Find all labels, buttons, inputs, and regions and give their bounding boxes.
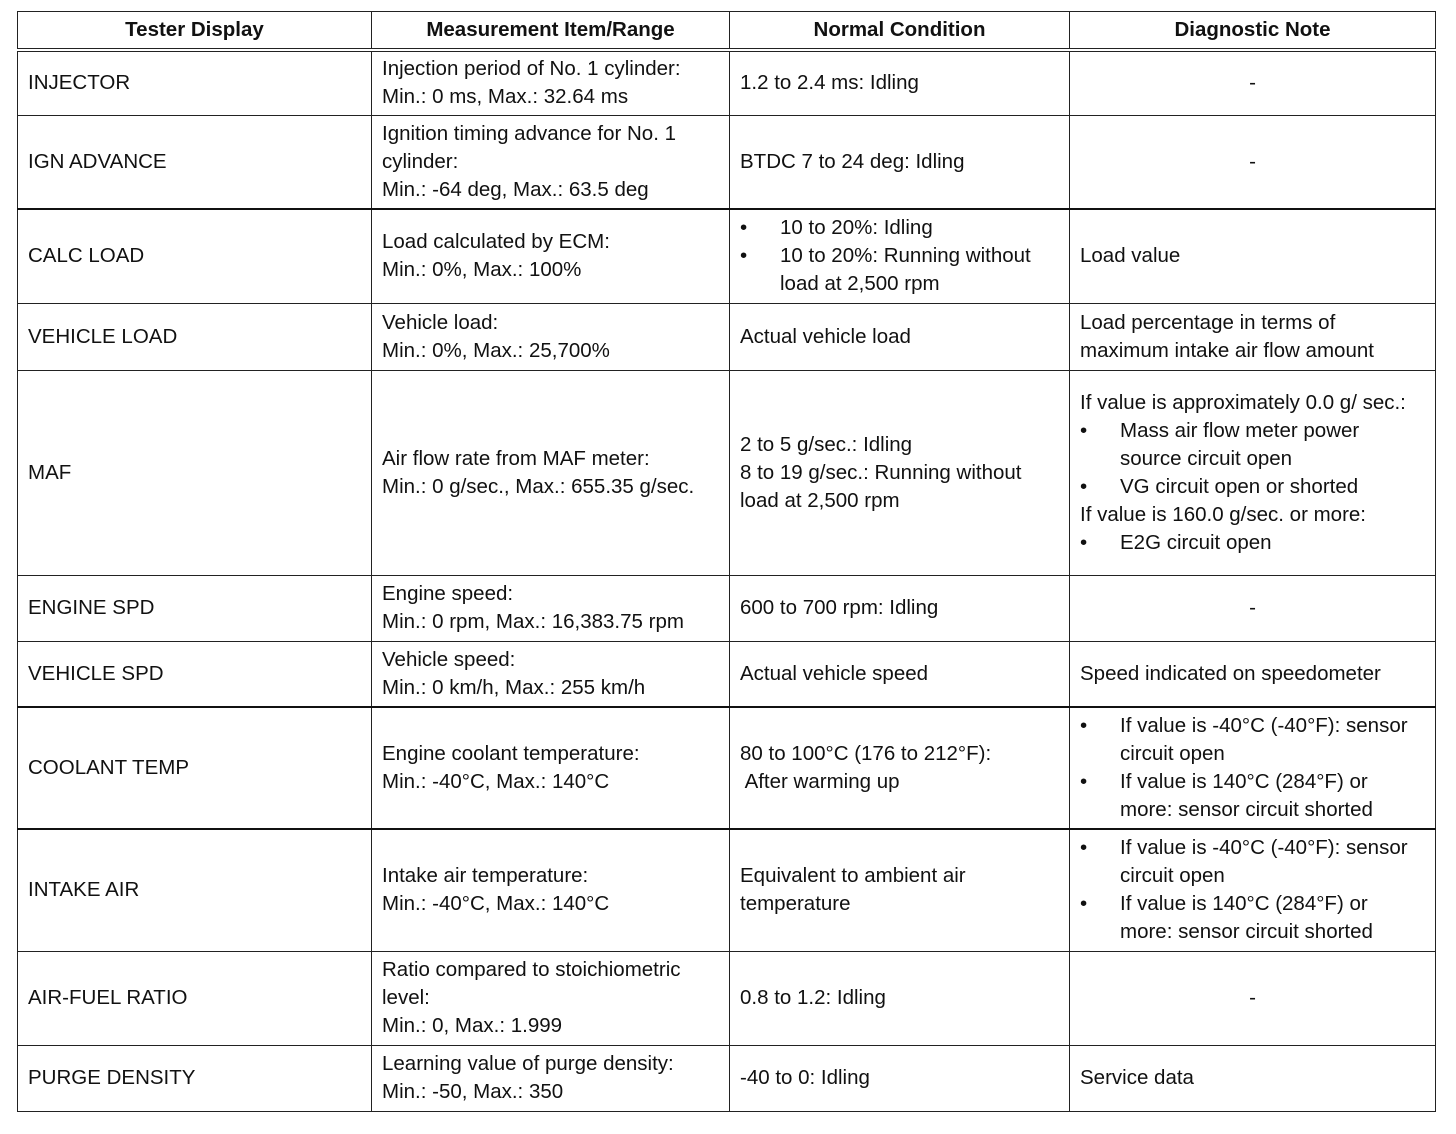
list-item: • E2G circuit open xyxy=(1080,529,1425,557)
table-row xyxy=(18,951,1436,1045)
measurement-cell xyxy=(372,303,730,370)
table-row xyxy=(18,707,1436,829)
diagnostic-note-cell xyxy=(1070,370,1436,575)
tester-display-cell: PURGE DENSITY xyxy=(18,1045,372,1111)
list-item: • 10 to 20%: Running without load at 2,500 rpm xyxy=(740,242,1059,298)
list-item: • Mass air flow meter power source circuit open xyxy=(1080,417,1425,473)
measurement-line: Engine speed: xyxy=(382,582,514,605)
table-row xyxy=(18,829,1436,951)
measurement-line: Learning value of purge density: xyxy=(382,1052,674,1075)
normal-line: After warming up xyxy=(740,770,900,793)
measurement-line: Vehicle speed: xyxy=(382,647,516,671)
diagnostic-note-cell: Service data xyxy=(1070,1045,1436,1111)
diagnostic-note-cell xyxy=(1070,707,1436,829)
normal-line: 600 to 700 rpm: Idling xyxy=(740,596,939,619)
normal-line: Actual vehicle speed xyxy=(740,661,929,685)
measurement-cell xyxy=(372,707,730,829)
diagnostic-note-cell: - xyxy=(1070,951,1436,1045)
note-bullet-list xyxy=(1080,529,1425,557)
normal-line: 0.8 to 1.2: Idling xyxy=(740,986,886,1009)
measurement-line: Intake air temperature: xyxy=(382,864,589,888)
tester-display-cell: COOLANT TEMP xyxy=(18,707,372,829)
table-row xyxy=(18,303,1436,370)
header-tester-display: Tester Display xyxy=(18,12,372,51)
measurement-line: Min.: 0%, Max.: 100% xyxy=(382,258,582,282)
diagnostic-note-cell: Speed indicated on speedometer xyxy=(1070,641,1436,707)
normal-line: -40 to 0: Idling xyxy=(740,1066,870,1089)
measurement-cell xyxy=(372,115,730,209)
normal-condition-cell xyxy=(730,303,1070,370)
measurement-line: Injection period of No. 1 cylinder: xyxy=(382,57,681,81)
normal-condition-cell xyxy=(730,1045,1070,1111)
measurement-line: Ignition timing advance for No. 1 xyxy=(382,121,676,145)
note-intro: If value is 160.0 g/sec. or more: xyxy=(1080,502,1366,526)
tester-display-cell: IGN ADVANCE xyxy=(18,115,372,209)
measurement-line: Air flow rate from MAF meter: xyxy=(382,446,650,470)
measurement-cell xyxy=(372,1045,730,1111)
normal-bullet-list xyxy=(740,214,1059,298)
note-bullet-list xyxy=(1080,417,1425,501)
normal-condition-cell xyxy=(730,641,1070,707)
table-row xyxy=(18,115,1436,209)
tester-display-cell: INJECTOR xyxy=(18,50,372,115)
normal-line: load at 2,500 rpm xyxy=(740,488,900,512)
tester-display-cell: CALC LOAD xyxy=(18,209,372,303)
header-normal-condition: Normal Condition xyxy=(730,12,1070,51)
measurement-line: Min.: 0%, Max.: 25,700% xyxy=(382,338,610,362)
tester-display-cell: AIR-FUEL RATIO xyxy=(18,951,372,1045)
measurement-cell xyxy=(372,50,730,115)
measurement-line: Min.: -64 deg, Max.: 63.5 deg xyxy=(382,177,649,201)
table-row xyxy=(18,641,1436,707)
tester-display-cell: MAF xyxy=(18,370,372,575)
diagnostic-note-cell: Load percentage in terms of maximum intake air flow amount xyxy=(1070,303,1436,370)
normal-line: temperature xyxy=(740,892,851,916)
header-measurement-item: Measurement Item/Range xyxy=(372,12,730,51)
measurement-line: cylinder: xyxy=(382,149,459,173)
note-bullet-list xyxy=(1080,834,1425,946)
diagnostic-note-cell: - xyxy=(1070,115,1436,209)
diagnostic-note-cell: Load value xyxy=(1070,209,1436,303)
header-diagnostic-note: Diagnostic Note xyxy=(1070,12,1436,51)
measurement-line: Min.: 0, Max.: 1.999 xyxy=(382,1014,563,1037)
normal-condition-cell xyxy=(730,115,1070,209)
diagnostic-note-cell xyxy=(1070,829,1436,951)
normal-line: BTDC 7 to 24 deg: Idling xyxy=(740,149,965,173)
normal-condition-cell xyxy=(730,370,1070,575)
measurement-line: Engine coolant temperature: xyxy=(382,742,640,765)
tester-display-cell: VEHICLE SPD xyxy=(18,641,372,707)
measurement-line: Min.: -50, Max.: 350 xyxy=(382,1080,564,1103)
list-item: • VG circuit open or shorted xyxy=(1080,473,1425,501)
measurement-line: Load calculated by ECM: xyxy=(382,230,610,254)
list-item: • If value is 140°C (284°F) or more: sensor circuit shorted xyxy=(1080,768,1425,824)
data-list-table xyxy=(17,11,1436,1112)
normal-line: Actual vehicle load xyxy=(740,324,911,348)
normal-line: 80 to 100°C (176 to 212°F): xyxy=(740,742,992,765)
measurement-cell xyxy=(372,829,730,951)
normal-condition-cell xyxy=(730,951,1070,1045)
measurement-cell xyxy=(372,951,730,1045)
diagnostic-note-cell: - xyxy=(1070,50,1436,115)
note-bullet-list xyxy=(1080,712,1425,824)
table-row xyxy=(18,370,1436,575)
measurement-line: Min.: 0 rpm, Max.: 16,383.75 rpm xyxy=(382,610,684,633)
list-item: • If value is 140°C (284°F) or more: sensor circuit shorted xyxy=(1080,890,1425,946)
measurement-cell xyxy=(372,641,730,707)
normal-condition-cell xyxy=(730,209,1070,303)
diagnostic-note-cell: - xyxy=(1070,575,1436,641)
normal-line: Equivalent to ambient air xyxy=(740,864,966,888)
list-item: • 10 to 20%: Idling xyxy=(740,214,1059,242)
normal-line: 2 to 5 g/sec.: Idling xyxy=(740,432,913,456)
normal-line: 8 to 19 g/sec.: Running without xyxy=(740,460,1022,484)
normal-condition-cell xyxy=(730,575,1070,641)
measurement-line: Min.: 0 g/sec., Max.: 655.35 g/sec. xyxy=(382,474,695,498)
note-intro: If value is approximately 0.0 g/ sec.: xyxy=(1080,390,1406,414)
measurement-line: level: xyxy=(382,986,430,1009)
measurement-line: Min.: 0 ms, Max.: 32.64 ms xyxy=(382,85,629,109)
measurement-cell xyxy=(372,575,730,641)
list-item: • If value is -40°C (-40°F): sensor circuit open xyxy=(1080,834,1425,890)
tester-display-cell: VEHICLE LOAD xyxy=(18,303,372,370)
measurement-line: Vehicle load: xyxy=(382,310,499,334)
measurement-cell xyxy=(372,370,730,575)
table-row xyxy=(18,575,1436,641)
tester-display-cell: INTAKE AIR xyxy=(18,829,372,951)
normal-condition-cell xyxy=(730,50,1070,115)
table-row xyxy=(18,50,1436,115)
list-item: • If value is -40°C (-40°F): sensor circuit open xyxy=(1080,712,1425,768)
measurement-line: Min.: -40°C, Max.: 140°C xyxy=(382,770,610,793)
table-row xyxy=(18,1045,1436,1111)
measurement-line: Min.: -40°C, Max.: 140°C xyxy=(382,892,610,916)
header-row xyxy=(18,12,1436,51)
measurement-cell xyxy=(372,209,730,303)
normal-condition-cell xyxy=(730,707,1070,829)
measurement-line: Ratio compared to stoichiometric xyxy=(382,958,681,981)
measurement-line: Min.: 0 km/h, Max.: 255 km/h xyxy=(382,675,646,699)
normal-line: 1.2 to 2.4 ms: Idling xyxy=(740,71,919,95)
table-row xyxy=(18,209,1436,303)
normal-condition-cell xyxy=(730,829,1070,951)
tester-display-cell: ENGINE SPD xyxy=(18,575,372,641)
